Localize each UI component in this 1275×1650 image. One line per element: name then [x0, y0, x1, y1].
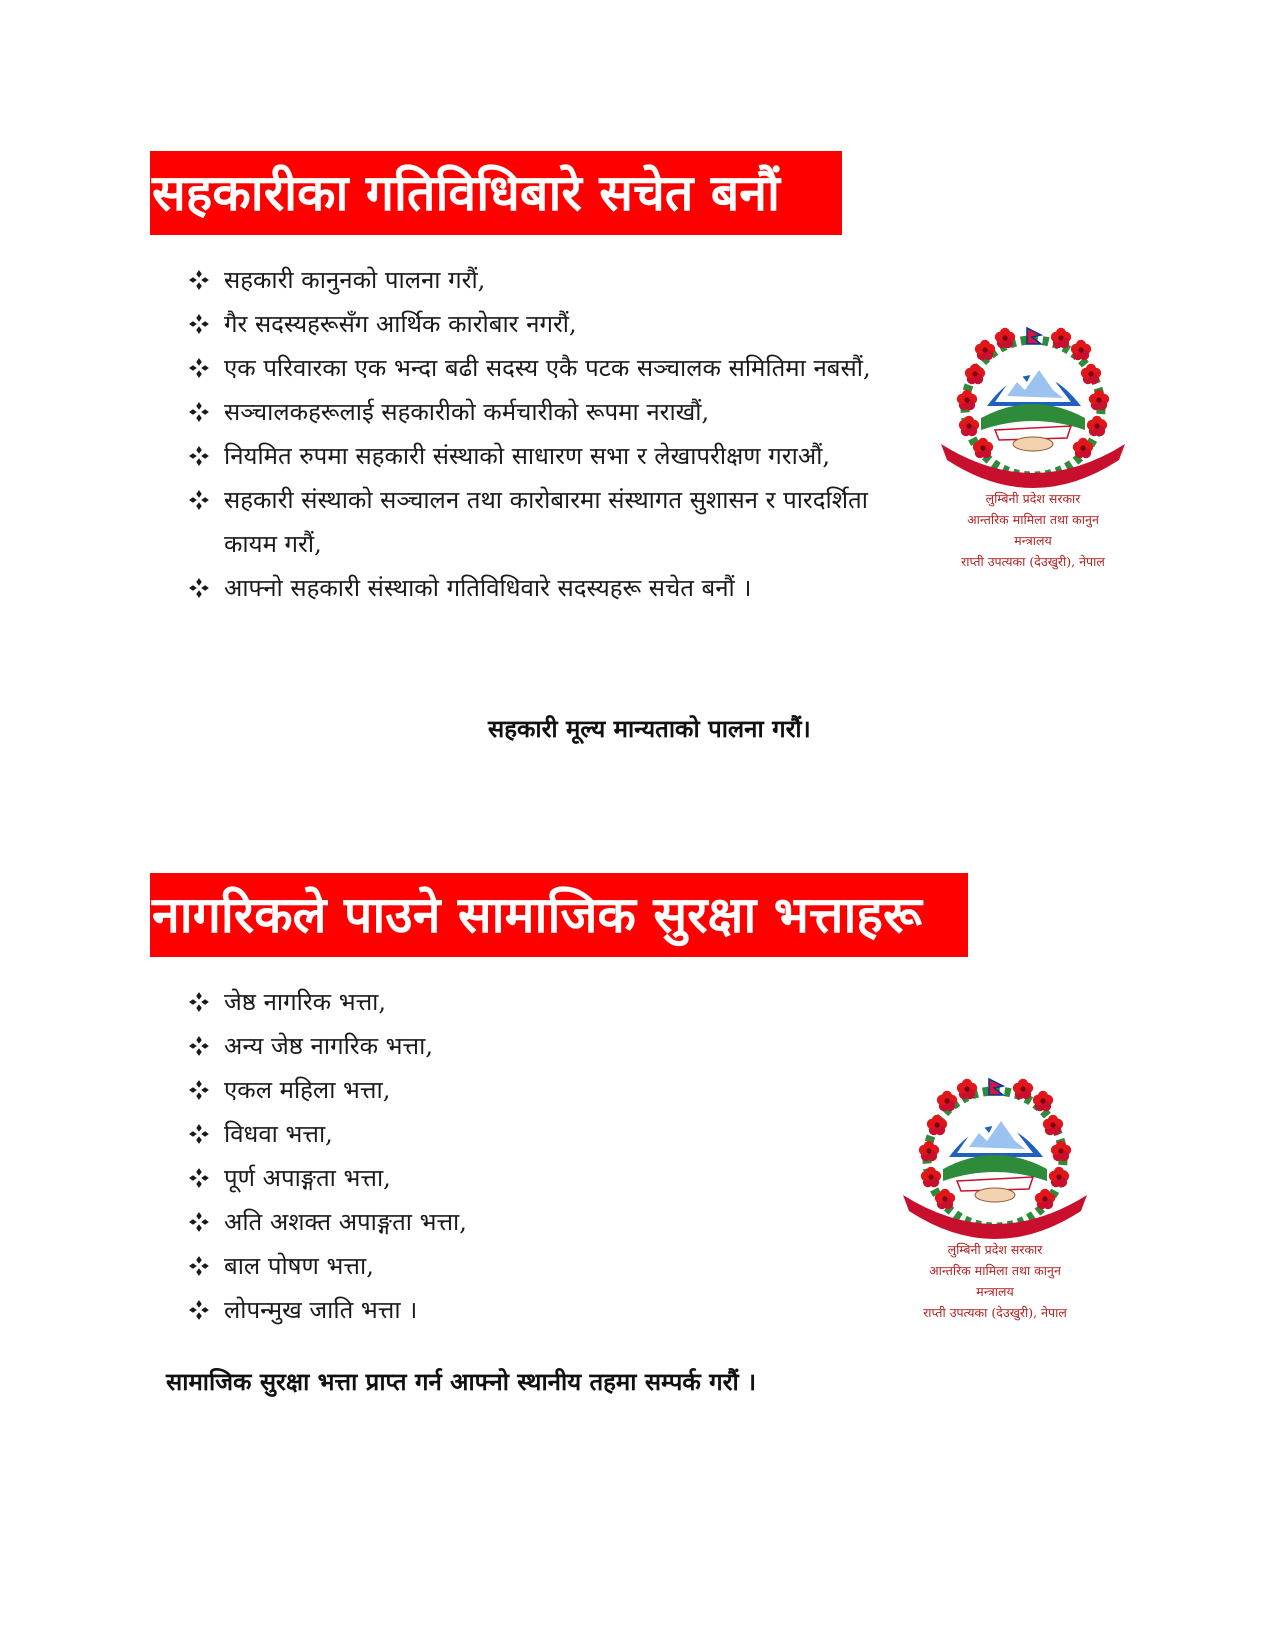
ministry-caption-line: राप्ती उपत्यका (देउखुरी), नेपाल	[961, 554, 1105, 569]
list-item	[188, 1200, 788, 1244]
diamond-bullet-icon	[188, 313, 210, 335]
list-item-text: विधवा भत्ता,	[224, 1120, 333, 1148]
nepal-emblem-icon	[935, 326, 1131, 488]
diamond-bullet-icon	[188, 489, 210, 511]
diamond-bullet-icon	[188, 1167, 210, 1189]
diamond-bullet-icon	[188, 269, 210, 291]
list-item-text: अति अशक्त अपाङ्गता भत्ता,	[224, 1208, 467, 1236]
ministry-caption-line: आन्तरिक मामिला तथा कानुन	[967, 512, 1099, 527]
list-item-text: अन्य जेष्ठ नागरिक भत्ता,	[224, 1032, 433, 1060]
diamond-bullet-icon	[188, 1079, 210, 1101]
list-item-text: लोपन्मुख जाति भत्ता ।	[224, 1296, 418, 1324]
list-item	[188, 302, 908, 346]
list-item	[188, 390, 908, 434]
diamond-bullet-icon	[188, 991, 210, 1013]
diamond-bullet-icon	[188, 357, 210, 379]
list-item	[188, 1112, 788, 1156]
ministry-caption-line: लुम्बिनी प्रदेश सरकार	[985, 491, 1081, 506]
list-item-text: पूर्ण अपाङ्गता भत्ता,	[224, 1164, 391, 1192]
list-item-text: एक परिवारका एक भन्दा बढी सदस्य एकै पटक सञ्चालक समितिमा नबसौं,	[224, 354, 871, 382]
list-item	[188, 258, 908, 302]
list-item-text: जेष्ठ नागरिक भत्ता,	[224, 988, 387, 1016]
list-item	[188, 1068, 788, 1112]
list-item	[188, 478, 908, 566]
diamond-bullet-icon	[188, 401, 210, 423]
list-item	[188, 1288, 788, 1332]
diamond-bullet-icon	[188, 1255, 210, 1277]
list-item	[188, 980, 788, 1024]
list-item-text: सहकारी संस्थाको सञ्चालन तथा कारोबारमा संस्थागत सुशासन र पारदर्शिता कायम गरौं,	[224, 486, 868, 558]
list-item-text: सञ्चालकहरूलाई सहकारीको कर्मचारीको रूपमा नराखौं,	[224, 398, 710, 426]
list-item	[188, 1156, 788, 1200]
government-emblem-block	[890, 1077, 1100, 1323]
list-item-text: आफ्नो सहकारी संस्थाको गतिविधिवारे सदस्यहरू सचेत बनौं ।	[224, 574, 752, 602]
ministry-caption-line: राप्ती उपत्यका (देउखुरी), नेपाल	[923, 1305, 1067, 1320]
ministry-caption-line: मन्त्रालय	[1014, 533, 1052, 548]
cooperative-awareness-list	[188, 258, 908, 610]
list-item	[188, 1024, 788, 1068]
nepal-emblem-icon	[897, 1077, 1093, 1239]
list-item	[188, 566, 908, 610]
section2-closing-statement: सामाजिक सुरक्षा भत्ता प्राप्त गर्न आफ्नो स्थानीय तहमा सम्पर्क गरौं ।	[166, 1368, 757, 1396]
ministry-caption-line: लुम्बिनी प्रदेश सरकार	[947, 1242, 1043, 1257]
government-emblem-block	[928, 326, 1138, 572]
diamond-bullet-icon	[188, 1035, 210, 1057]
social-security-allowance-list	[188, 980, 788, 1332]
diamond-bullet-icon	[188, 445, 210, 467]
diamond-bullet-icon	[188, 1299, 210, 1321]
section1-title: सहकारीका गतिविधिबारे सचेत बनौं	[150, 151, 842, 235]
list-item-text: एकल महिला भत्ता,	[224, 1076, 391, 1104]
ministry-caption-line: आन्तरिक मामिला तथा कानुन	[929, 1263, 1061, 1278]
list-item-text: बाल पोषण भत्ता,	[224, 1252, 374, 1280]
list-item	[188, 434, 908, 478]
list-item	[188, 346, 908, 390]
list-item-text: गैर सदस्यहरूसँग आर्थिक कारोबार नगरौं,	[224, 310, 577, 338]
section1-closing-statement: सहकारी मूल्य मान्यताको पालना गरौं।	[488, 715, 811, 743]
list-item	[188, 1244, 788, 1288]
ministry-caption-line: मन्त्रालय	[976, 1284, 1014, 1299]
section2-title: नागरिकले पाउने सामाजिक सुरक्षा भत्ताहरू	[150, 873, 968, 957]
diamond-bullet-icon	[188, 577, 210, 599]
list-item-text: सहकारी कानुनको पालना गरौं,	[224, 266, 486, 294]
diamond-bullet-icon	[188, 1211, 210, 1233]
diamond-bullet-icon	[188, 1123, 210, 1145]
list-item-text: नियमित रुपमा सहकारी संस्थाको साधारण सभा र लेखापरीक्षण गराऔं,	[224, 442, 830, 470]
